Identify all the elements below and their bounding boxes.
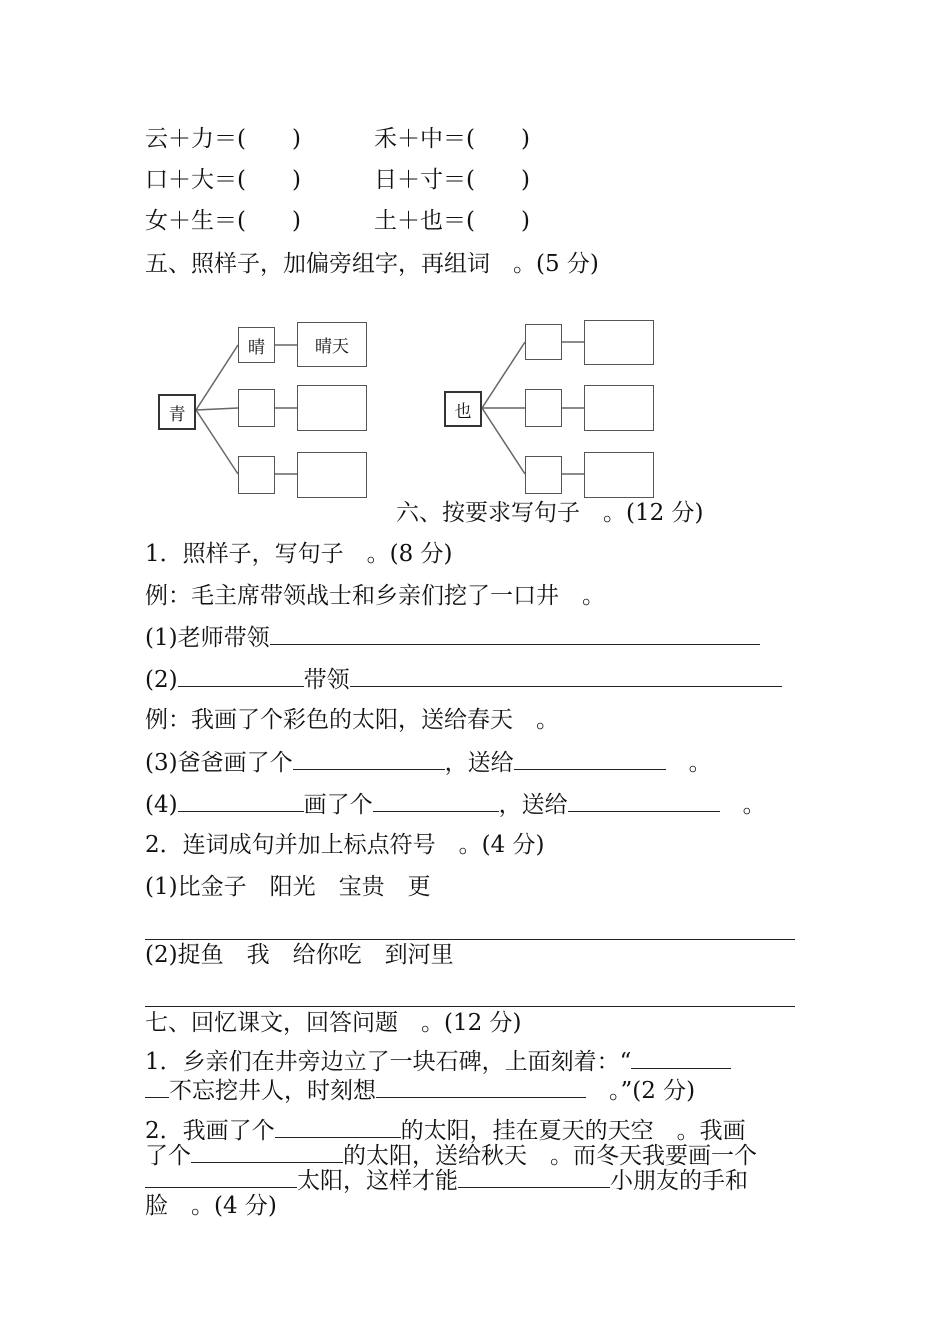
question-text: 的太阳，送给秋天 。而冬天我要画一个 bbox=[343, 1143, 757, 1169]
char-answer-box[interactable] bbox=[525, 324, 562, 360]
equation-right-2: 日＋寸＝( ) bbox=[374, 167, 530, 193]
char-answer-box[interactable] bbox=[525, 456, 562, 494]
example-sentence-2: 例：我画了个彩色的太阳，送给春天 。 bbox=[145, 707, 559, 733]
line-end: 。 bbox=[719, 792, 766, 818]
line-text: 画了个 bbox=[303, 792, 373, 818]
answer-blank[interactable] bbox=[376, 1075, 586, 1098]
answer-blank[interactable] bbox=[270, 622, 760, 645]
word-answer-box[interactable] bbox=[297, 385, 367, 431]
answer-blank[interactable] bbox=[458, 1165, 610, 1188]
question-7-1-line-b bbox=[145, 1075, 695, 1106]
line-text: ，送给 bbox=[498, 792, 568, 818]
question-text: 太阳，这样才能 bbox=[297, 1168, 458, 1194]
example-char-box bbox=[238, 327, 275, 363]
char-answer-box[interactable] bbox=[525, 389, 562, 427]
line-prefix: (4) bbox=[145, 792, 178, 818]
question-text: 。”(2 分) bbox=[586, 1078, 696, 1104]
line-text: 带领 bbox=[303, 667, 350, 693]
word-group-1: (1)比金子 阳光 宝贵 更 bbox=[145, 874, 431, 900]
word-answer-box[interactable] bbox=[584, 385, 654, 431]
equation-left-1: 云＋力＝( ) bbox=[145, 126, 301, 152]
question-text: 的太阳，挂在夏天的天空 。我画 bbox=[400, 1118, 746, 1144]
answer-blank[interactable] bbox=[293, 747, 445, 770]
question-text: 1．乡亲们在井旁边立了一块石碑，上面刻着：“ bbox=[145, 1049, 632, 1075]
question-text: 不忘挖井人，时刻想 bbox=[169, 1078, 376, 1104]
question-6-1: 1．照样子，写句子 。(8 分) bbox=[145, 541, 453, 567]
answer-line[interactable] bbox=[145, 1006, 795, 1007]
line-prefix: (2) bbox=[145, 667, 178, 693]
answer-blank[interactable] bbox=[145, 1165, 297, 1188]
answer-blank[interactable] bbox=[514, 747, 666, 770]
char-answer-box[interactable] bbox=[238, 456, 275, 494]
root-char-box-right bbox=[444, 391, 482, 427]
line-prefix: (3)爸爸画了个 bbox=[145, 750, 293, 776]
word-answer-box[interactable] bbox=[297, 452, 367, 498]
root-char: 青 bbox=[168, 404, 186, 425]
equation-left-3: 女＋生＝( ) bbox=[145, 208, 301, 234]
answer-blank[interactable] bbox=[178, 664, 304, 687]
word-answer-box[interactable] bbox=[584, 320, 654, 365]
question-6-2: 2．连词成句并加上标点符号 。(4 分) bbox=[145, 832, 545, 858]
example-sentence-1: 例：毛主席带领战士和乡亲们挖了一口井 。 bbox=[145, 583, 605, 609]
sentence-line-2 bbox=[145, 664, 782, 695]
answer-blank[interactable] bbox=[275, 1115, 401, 1138]
line-text: ，送给 bbox=[444, 750, 514, 776]
example-word-box bbox=[297, 322, 367, 367]
equation-left-2: 口＋大＝( ) bbox=[145, 167, 301, 193]
char-answer-box[interactable] bbox=[238, 389, 275, 427]
example-char: 晴 bbox=[248, 337, 265, 358]
diagram-connectors bbox=[0, 0, 950, 520]
equation-right-3: 土＋也＝( ) bbox=[374, 208, 530, 234]
question-7-1-line-a bbox=[145, 1046, 731, 1077]
word-answer-box[interactable] bbox=[584, 452, 654, 498]
answer-blank[interactable] bbox=[373, 789, 499, 812]
word-group-2: (2)捉鱼 我 给你吃 到河里 bbox=[145, 942, 454, 968]
answer-blank[interactable] bbox=[145, 1075, 169, 1098]
sentence-line-3 bbox=[145, 747, 712, 778]
answer-blank[interactable] bbox=[191, 1140, 343, 1163]
question-7-2-line-d: 脸 。(4 分) bbox=[145, 1193, 277, 1219]
section-6-title: 六、按要求写句子 。(12 分) bbox=[396, 500, 704, 526]
answer-blank[interactable] bbox=[350, 664, 782, 687]
root-char: 也 bbox=[454, 401, 472, 422]
question-text: 小朋友的手和 bbox=[610, 1168, 748, 1194]
line-prefix: (1)老师带领 bbox=[145, 625, 270, 651]
section-5-title: 五、照样子，加偏旁组字，再组词 。(5 分) bbox=[145, 251, 599, 277]
example-word: 晴天 bbox=[315, 337, 349, 357]
equation-right-1: 禾＋中＝( ) bbox=[374, 126, 530, 152]
answer-blank[interactable] bbox=[178, 789, 304, 812]
sentence-line-1 bbox=[145, 622, 760, 653]
question-text: 了个 bbox=[145, 1143, 191, 1169]
line-end: 。 bbox=[665, 750, 712, 776]
section-7-title: 七、回忆课文，回答问题 。(12 分) bbox=[145, 1010, 522, 1036]
answer-blank[interactable] bbox=[568, 789, 720, 812]
question-text: 2．我画了个 bbox=[145, 1118, 275, 1144]
root-char-box-left bbox=[158, 394, 196, 430]
answer-blank[interactable] bbox=[631, 1046, 731, 1069]
sentence-line-4 bbox=[145, 789, 766, 820]
